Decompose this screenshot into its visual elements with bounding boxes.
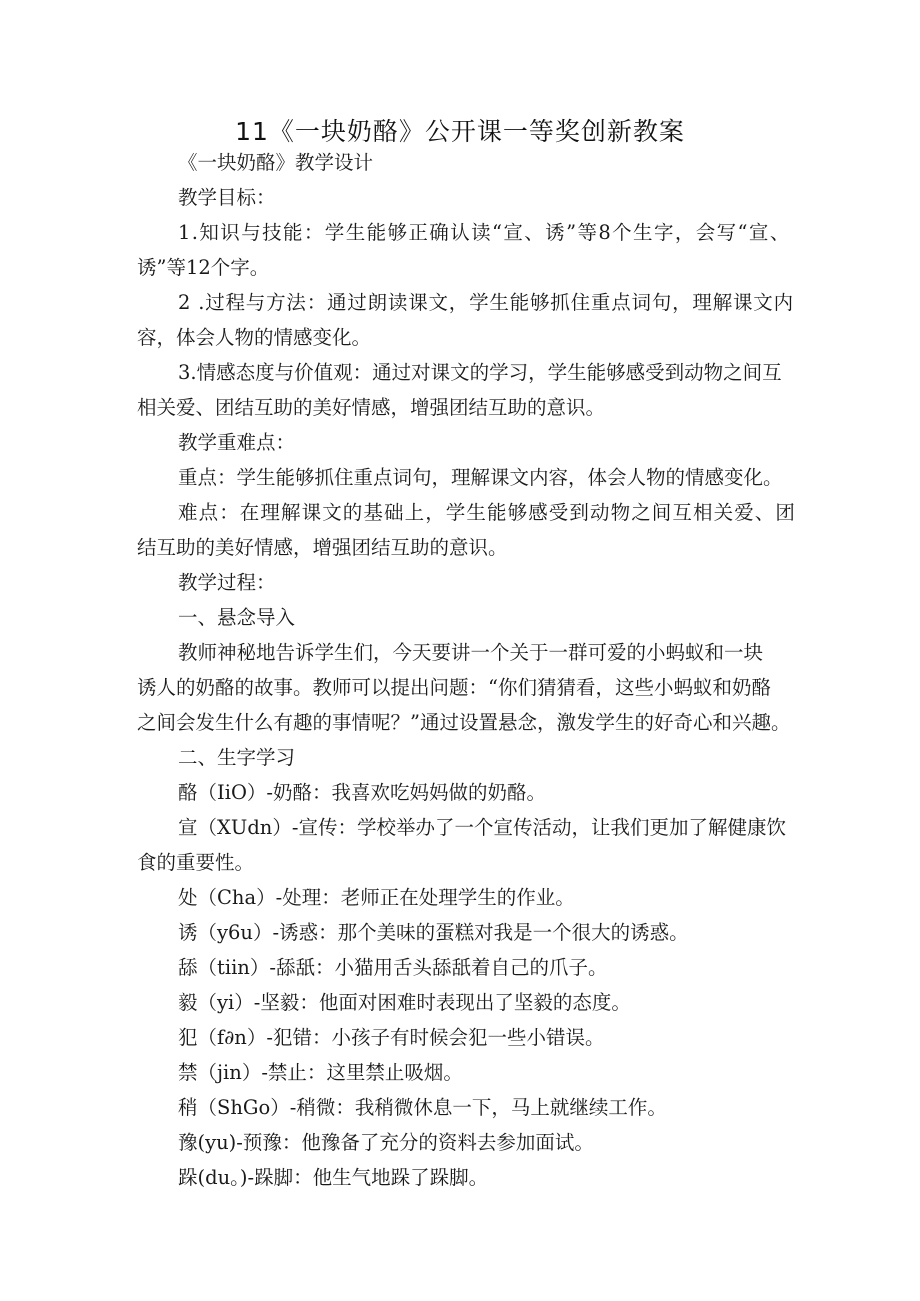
vocab-line: 犯（f∂n）-犯错：小孩子有时候会犯一些小错误。 — [178, 1026, 605, 1049]
vocab-line: 食的重要性。 — [137, 851, 255, 874]
vocab-line: 毅（yi）-坚毅：他面对困难时表现出了坚毅的态度。 — [178, 991, 631, 1014]
section-heading-keypoints: 教学重难点： — [178, 431, 296, 454]
paragraph-line: 教师神秘地告诉学生们，今天要讲一个关于一群可爱的小蚂蚁和一块 — [178, 641, 764, 664]
section-heading-process: 教学过程： — [178, 571, 276, 594]
vocab-line: 诱（y6u）-诱惑：那个美味的蛋糕对我是一个很大的诱惑。 — [178, 921, 689, 944]
section-heading-goals: 教学目标： — [178, 186, 276, 209]
paragraph-line: 重点：学生能够抓住重点词句，理解课文内容，体会人物的情感变化。 — [178, 466, 783, 489]
subsection-heading: 一、悬念导入 — [178, 606, 296, 629]
vocab-line: 处（Cha）-处理：老师正在处理学生的作业。 — [178, 886, 575, 909]
paragraph-line: 诱”等12个字。 — [137, 256, 270, 279]
paragraph-line: 容，体会人物的情感变化。 — [137, 326, 372, 349]
vocab-line: 舔（tiin）-舔舐：小猫用舌头舔舐着自己的爪子。 — [178, 956, 608, 979]
paragraph-line: 难点：在理解课文的基础上，学生能够感受到动物之间互相关爱、团 — [178, 501, 797, 524]
paragraph-line: 1.知识与技能：学生能够正确认读“宣、诱”等8个生字，会写“宣、 — [178, 221, 791, 244]
subsection-heading: 二、生字学习 — [178, 746, 296, 769]
vocab-line: 稍（ShGo）-稍微：我稍微休息一下，马上就继续工作。 — [178, 1096, 667, 1119]
vocab-line: 豫(yu)-预豫：他豫备了充分的资料去参加面试。 — [178, 1131, 594, 1154]
paragraph-line: 2 .过程与方法：通过朗读课文，学生能够抓住重点词句，理解课文内 — [178, 291, 794, 314]
vocab-line: 跺(du。)-跺脚：他生气地跺了跺脚。 — [178, 1166, 489, 1189]
paragraph-line: 之间会发生什么有趣的事情呢？”通过设置悬念，激发学生的好奇心和兴趣。 — [137, 711, 791, 734]
paragraph-line: 3.情感态度与价值观：通过对课文的学习，学生能够感受到动物之间互 — [178, 361, 782, 384]
vocab-line: 宣（XUdn）-宣传：学校举办了一个宣传活动，让我们更加了解健康饮 — [178, 816, 786, 839]
vocab-line: 酪（IiO）-奶酪：我喜欢吃妈妈做的奶酪。 — [178, 781, 547, 804]
document-title: 11《一块奶酪》公开课一等奖创新教案 — [235, 117, 685, 146]
paragraph-line: 相关爱、团结互助的美好情感，增强团结互助的意识。 — [137, 396, 606, 419]
paragraph-line: 诱人的奶酪的故事。教师可以提出问题：“你们猜猜看，这些小蚂蚁和奶酪 — [137, 676, 771, 699]
vocab-line: 禁（jin）-禁止：这里禁止吸烟。 — [178, 1061, 463, 1084]
subtitle-line: 《一块奶酪》教学设计 — [178, 151, 374, 174]
paragraph-line: 结互助的美好情感，增强团结互助的意识。 — [137, 536, 508, 559]
